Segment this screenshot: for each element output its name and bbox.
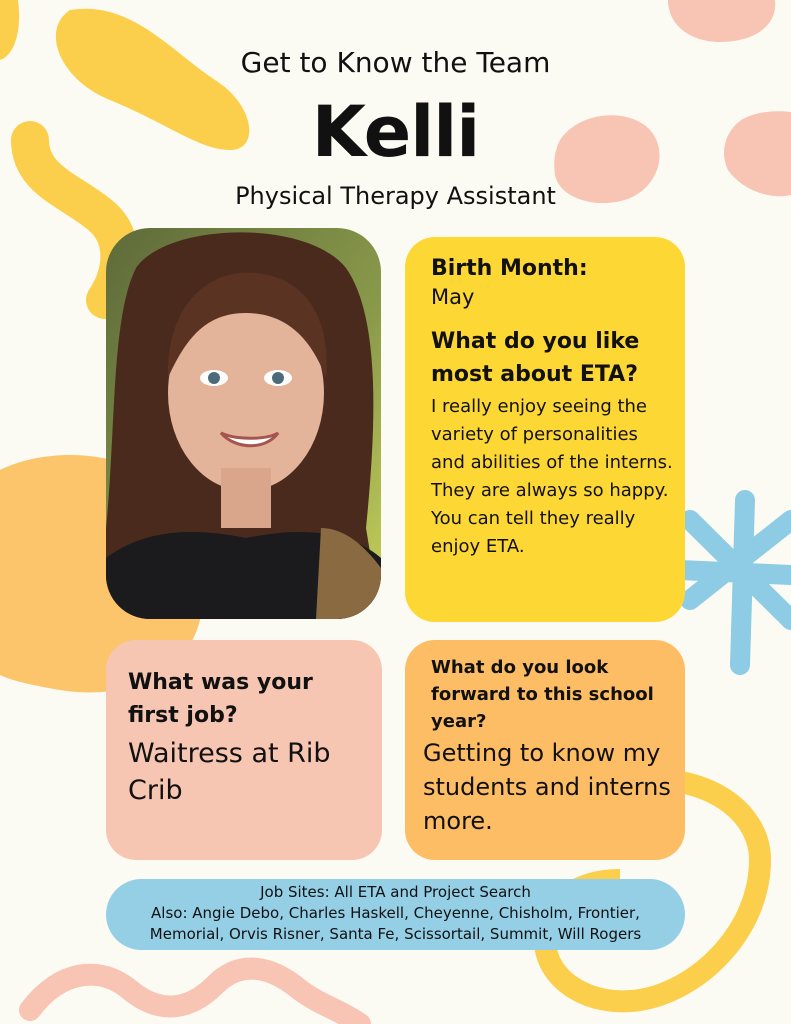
first-job-question: What was your first job? [128,670,313,728]
school-year-card [405,640,685,860]
look-forward-answer: Getting to know my students and interns more. [423,739,671,835]
job-sites-banner [106,879,685,950]
job-sites-also: Also: Angie Debo, Charles Haskell, Cheyenne, Chisholm, Frontier, Memorial, Orvis Risner, Santa Fe, Scissortail, Summit, Will Rogers [149,904,642,943]
first-job-answer: Waitress at Rib Crib [128,738,331,806]
peach-blob-top-right [668,0,775,42]
portrait-photo [106,228,381,619]
birth-month-value: May [431,285,475,309]
peach-squiggle-bottom [30,969,360,1024]
job-sites-line: Job Sites: All ETA and Project Search [260,883,531,901]
page-title: Kelli [311,91,480,173]
blue-star-shape [680,500,791,665]
job-title: Physical Therapy Assistant [235,182,556,210]
portrait-illustration [106,228,381,619]
look-forward-question: What do you look forward to this school year? [431,657,654,732]
about-card [405,237,685,622]
first-job-card [106,640,382,860]
birth-month-label: Birth Month: [431,256,588,281]
like-most-question: What do you like most about ETA? [431,329,640,387]
like-most-answer: I really enjoy seeing the variety of personalities and abilities of the interns. They are always so happy. You can tell they really enjoy ETA. [431,396,673,557]
header-subtitle: Get to Know the Team [240,46,551,79]
